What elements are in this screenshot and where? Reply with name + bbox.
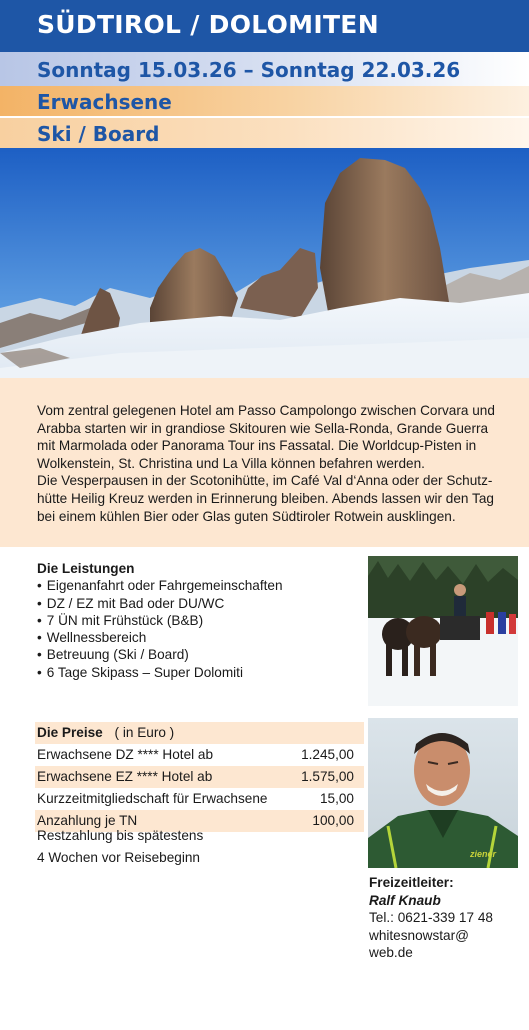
services-item: • DZ / EZ mit Bad oder DU/WC bbox=[37, 595, 357, 612]
trip-leader-photo bbox=[368, 718, 518, 868]
horse-sleigh-photo bbox=[368, 556, 518, 706]
price-value: 1.245,00 bbox=[301, 747, 354, 762]
contact-email-line: whitesnowstar@ bbox=[369, 927, 469, 943]
activity-label: Ski / Board bbox=[37, 122, 160, 146]
price-value: 1.575,00 bbox=[301, 769, 354, 784]
date-bar bbox=[0, 52, 529, 86]
prices-section bbox=[35, 722, 364, 865]
price-label: Anzahlung je TN bbox=[37, 813, 138, 828]
price-value: 15,00 bbox=[319, 791, 354, 806]
description-line: Wolkenstein, St. Christina und La Villa können befahren werden. bbox=[37, 455, 425, 471]
services-item: • 6 Tage Skipass – Super Dolomiti bbox=[37, 664, 357, 681]
description-line: Die Vesperpausen in der Scotonihütte, im Café Val d‘Anna oder der Schutz- bbox=[37, 473, 493, 489]
trip-dates: Sonntag 15.03.26 – Sonntag 22.03.26 bbox=[37, 58, 461, 82]
services-heading: Die Leistungen bbox=[37, 561, 135, 576]
page-title: SÜDTIROL / DOLOMITEN bbox=[37, 10, 379, 39]
description-text bbox=[37, 402, 507, 525]
services-item: • Betreuung (Ski / Board) bbox=[37, 646, 357, 663]
price-row bbox=[35, 788, 364, 810]
activity-bar bbox=[0, 118, 529, 148]
description-line: Vom zentral gelegenen Hotel am Passo Campolongo zwischen Corvara und bbox=[37, 403, 495, 418]
price-row bbox=[35, 766, 364, 788]
price-label: Kurzzeitmitgliedschaft für Erwachsene bbox=[37, 791, 268, 806]
contact-role: Freizeitleiter: bbox=[369, 875, 454, 890]
description-line: hütte Heilig Kreuz werden in Erinnerung bleiben. Abends lassen wir den Tag bbox=[37, 490, 494, 506]
price-value: 100,00 bbox=[312, 813, 354, 828]
description-box bbox=[0, 378, 529, 547]
dolomites-hero-image bbox=[0, 148, 529, 378]
contact-phone: Tel.: 0621-339 17 48 bbox=[369, 910, 493, 925]
audience-label: Erwachsene bbox=[37, 90, 172, 114]
services-list bbox=[37, 577, 357, 681]
prices-heading: Die Preise bbox=[37, 725, 103, 740]
services-item: • 7 ÜN mit Frühstück (B&B) bbox=[37, 612, 357, 629]
audience-bar bbox=[0, 86, 529, 116]
contact-name: Ralf Knaub bbox=[369, 892, 441, 908]
description-line: Arabba starten wir in grandiose Skitouren wie Sella-Ronda, Grande Guerra bbox=[37, 420, 489, 436]
payment-note: Restzahlung bis spätestens bbox=[37, 828, 204, 843]
title-bar bbox=[0, 0, 529, 52]
price-row bbox=[35, 744, 364, 766]
contact-block bbox=[369, 874, 519, 962]
price-label: Erwachsene EZ **** Hotel ab bbox=[37, 769, 213, 784]
jacket-brand-text: ziener bbox=[470, 849, 497, 859]
prices-subheading: ( in Euro ) bbox=[114, 725, 175, 740]
price-label: Erwachsene DZ **** Hotel ab bbox=[37, 747, 214, 762]
payment-note: 4 Wochen vor Reisebeginn bbox=[37, 850, 200, 865]
description-line: mit Marmolada oder Panorama Tour ins Fassatal. Die Worldcup-Pisten in bbox=[37, 438, 477, 454]
prices-header bbox=[35, 722, 364, 744]
contact-email-line: web.de bbox=[369, 945, 413, 960]
services-section bbox=[37, 560, 357, 681]
services-item: • Wellnessbereich bbox=[37, 629, 357, 646]
description-line: bei einem kühlen Bier oder Glas guten Südtiroler Rotwein ausklingen. bbox=[37, 508, 456, 524]
services-item: • Eigenanfahrt oder Fahrgemeinschaften bbox=[37, 577, 357, 594]
